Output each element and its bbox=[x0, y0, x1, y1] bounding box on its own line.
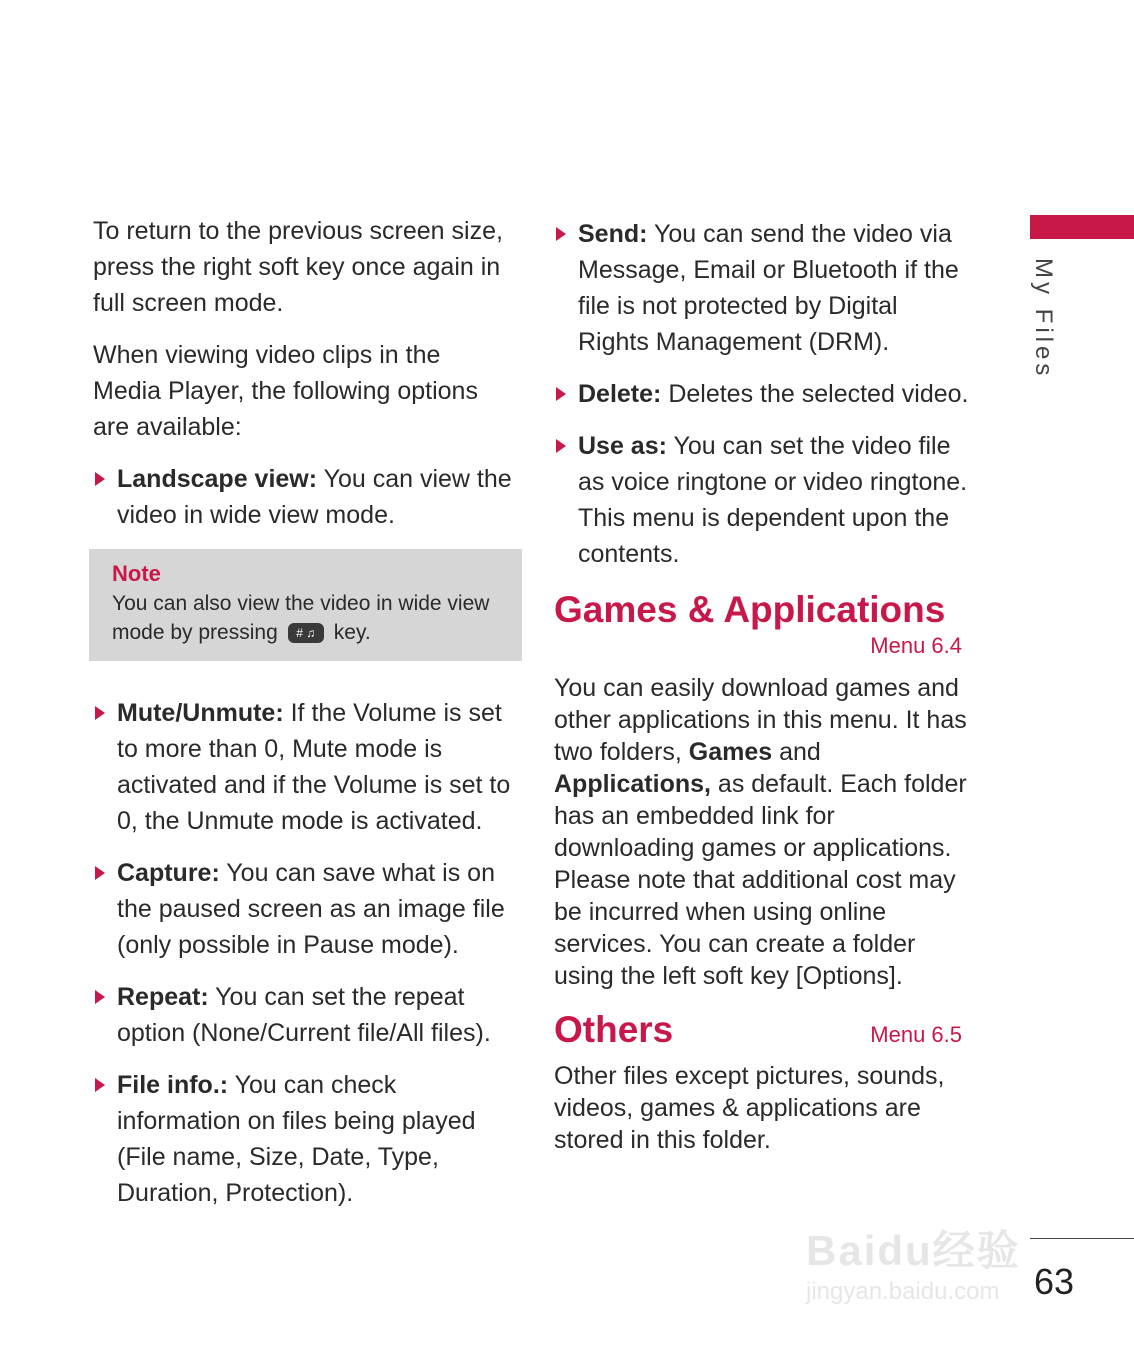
watermark-logo: Baidu经验 bbox=[806, 1227, 1021, 1274]
bullet-text: You can view the video in wide view mode. bbox=[117, 465, 512, 529]
bullet-arrow-icon bbox=[556, 439, 566, 453]
bullet-term: File info.: bbox=[117, 1071, 229, 1099]
bullet-arrow-icon bbox=[556, 227, 566, 241]
games-menu-ref: Menu 6.4 bbox=[870, 633, 962, 658]
note-text-after: key. bbox=[333, 621, 371, 644]
others-header bbox=[554, 1008, 962, 1052]
bullet-arrow-icon bbox=[95, 706, 105, 720]
side-section-label: My Files bbox=[1030, 258, 1057, 380]
bullet-landscape-view bbox=[93, 461, 513, 533]
bullet-repeat bbox=[93, 979, 513, 1051]
games-bold-games: Games bbox=[688, 738, 773, 766]
bullet-term: Delete: bbox=[578, 380, 662, 408]
games-bold-apps: Applications, bbox=[554, 770, 711, 798]
bullet-term: Use as: bbox=[578, 432, 667, 460]
bullet-text: You can set the video file as voice ringtone or video ringtone. This menu is dependent upon the contents. bbox=[578, 432, 968, 568]
hash-key-icon: # ♫ bbox=[288, 623, 324, 643]
games-text-a: You can easily download games and other applications in this menu. It has two folders, bbox=[554, 674, 967, 766]
bullet-arrow-icon bbox=[95, 866, 105, 880]
bullet-arrow-icon bbox=[95, 1078, 105, 1092]
note-box bbox=[89, 549, 522, 661]
bullet-text: You can save what is on the paused screen as an image file (only possible in Pause mode). bbox=[117, 859, 505, 959]
watermark-url: jingyan.baidu.com bbox=[806, 1278, 1000, 1305]
right-column bbox=[554, 216, 974, 1172]
page-number-divider bbox=[1030, 1238, 1134, 1239]
others-paragraph: Other files except pictures, sounds, videos, games & applications are stored in this folder. bbox=[554, 1062, 945, 1154]
bullet-send bbox=[554, 216, 974, 360]
bullet-arrow-icon bbox=[95, 472, 105, 486]
games-paragraph bbox=[554, 672, 974, 992]
options-intro-paragraph: When viewing video clips in the Media Player, the following options are available: bbox=[93, 341, 478, 441]
bullet-mute-unmute bbox=[93, 695, 513, 839]
bullet-term: Send: bbox=[578, 220, 648, 248]
bullet-term: Mute/Unmute: bbox=[117, 699, 284, 727]
note-text-before: You can also view the video in wide view mode by pressing bbox=[112, 592, 490, 644]
bullet-file-info bbox=[93, 1067, 513, 1211]
note-text bbox=[112, 589, 510, 647]
games-text-b: as default. Each folder has an embedded link for downloading games or applications. Please note that additional cost may be incurred when using online services. You can create a folder using the left soft key [Options]. bbox=[554, 770, 967, 990]
bullet-capture bbox=[93, 855, 513, 963]
page-number: 63 bbox=[1034, 1261, 1075, 1302]
intro-paragraph: To return to the previous screen size, press the right soft key once again in full screen mode. bbox=[93, 217, 503, 317]
bullet-arrow-icon bbox=[95, 990, 105, 1004]
bullet-term: Landscape view: bbox=[117, 465, 318, 493]
bullet-delete bbox=[554, 376, 974, 412]
bullet-term: Capture: bbox=[117, 859, 220, 887]
bullet-text: You can send the video via Message, Email or Bluetooth if the file is not protected by Digital Rights Management (DRM). bbox=[578, 220, 959, 356]
others-menu-ref: Menu 6.5 bbox=[870, 1022, 962, 1047]
side-tab-marker bbox=[1030, 215, 1134, 239]
bullet-text: You can set the repeat option (None/Current file/All files). bbox=[117, 983, 491, 1047]
others-section-title: Others bbox=[554, 1009, 674, 1050]
bullet-text: If the Volume is set to more than 0, Mute mode is activated and if the Volume is set to 0, the Unmute mode is activated. bbox=[117, 699, 511, 835]
left-column bbox=[93, 213, 513, 1227]
bullet-term: Repeat: bbox=[117, 983, 209, 1011]
bullet-arrow-icon bbox=[556, 387, 566, 401]
note-title: Note bbox=[112, 561, 161, 586]
games-section-title: Games & Applications bbox=[554, 589, 946, 630]
bullet-text: Deletes the selected video. bbox=[661, 380, 969, 408]
games-text-and: and bbox=[772, 738, 821, 766]
bullet-use-as bbox=[554, 428, 974, 572]
bullet-text: You can check information on files being played (File name, Size, Date, Type, Duration, Protection). bbox=[117, 1071, 476, 1207]
